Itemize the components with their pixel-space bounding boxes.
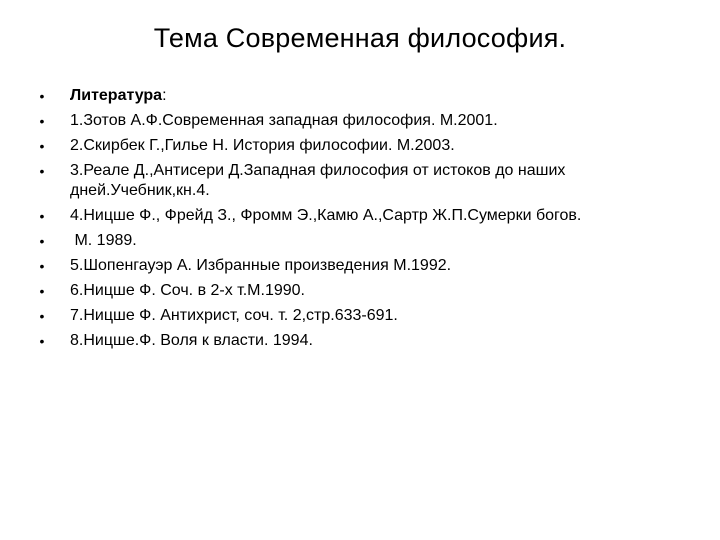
list-item: [36, 256, 686, 276]
bibliography-list: [36, 86, 686, 356]
list-item-text: 6.Ницше Ф. Соч. в 2-х т.М.1990.: [70, 282, 305, 299]
bullet-icon: •: [39, 258, 45, 274]
list-item-text: 3.Реале Д.,Антисери Д.Западная философия от истоков до наших дней.Учебник,кн.4.: [70, 162, 566, 199]
list-item: [36, 281, 686, 301]
bullet-icon: •: [39, 163, 45, 179]
list-item-text: 2.Скирбек Г.,Гилье Н. История философии. М.2003.: [70, 137, 455, 154]
bullet-icon: •: [39, 113, 45, 129]
bullet-icon: •: [39, 283, 45, 299]
literature-heading: Литература: [70, 87, 163, 104]
bullet-icon: •: [39, 308, 45, 324]
bullet-icon: •: [39, 333, 45, 349]
list-item: [36, 136, 686, 156]
list-item: [36, 331, 686, 351]
list-item: [36, 206, 686, 226]
bullet-icon: •: [39, 233, 45, 249]
list-item: [36, 111, 686, 131]
list-item-text: 8.Ницше.Ф. Воля к власти. 1994.: [70, 332, 313, 349]
literature-heading-colon: :: [162, 87, 167, 104]
slide-title: Тема Современная философия.: [153, 23, 567, 53]
list-item: [36, 161, 686, 201]
bullet-icon: •: [39, 208, 45, 224]
list-item-text: 1.Зотов А.Ф.Современная западная философия. М.2001.: [70, 112, 498, 129]
list-item-text: 5.Шопенгауэр А. Избранные произведения М.1992.: [70, 257, 452, 274]
bullet-icon: •: [39, 138, 45, 154]
list-item: [36, 231, 686, 251]
list-item-heading: [36, 86, 686, 106]
list-item-text: 4.Ницше Ф., Фрейд З., Фромм Э.,Камю А.,Сартр Ж.П.Сумерки богов.: [70, 207, 582, 224]
list-item: [36, 306, 686, 326]
bullet-icon: •: [39, 88, 45, 104]
list-item-text: 7.Ницше Ф. Антихрист, соч. т. 2,стр.633-691.: [70, 307, 398, 324]
list-item-text: М. 1989.: [70, 232, 137, 249]
